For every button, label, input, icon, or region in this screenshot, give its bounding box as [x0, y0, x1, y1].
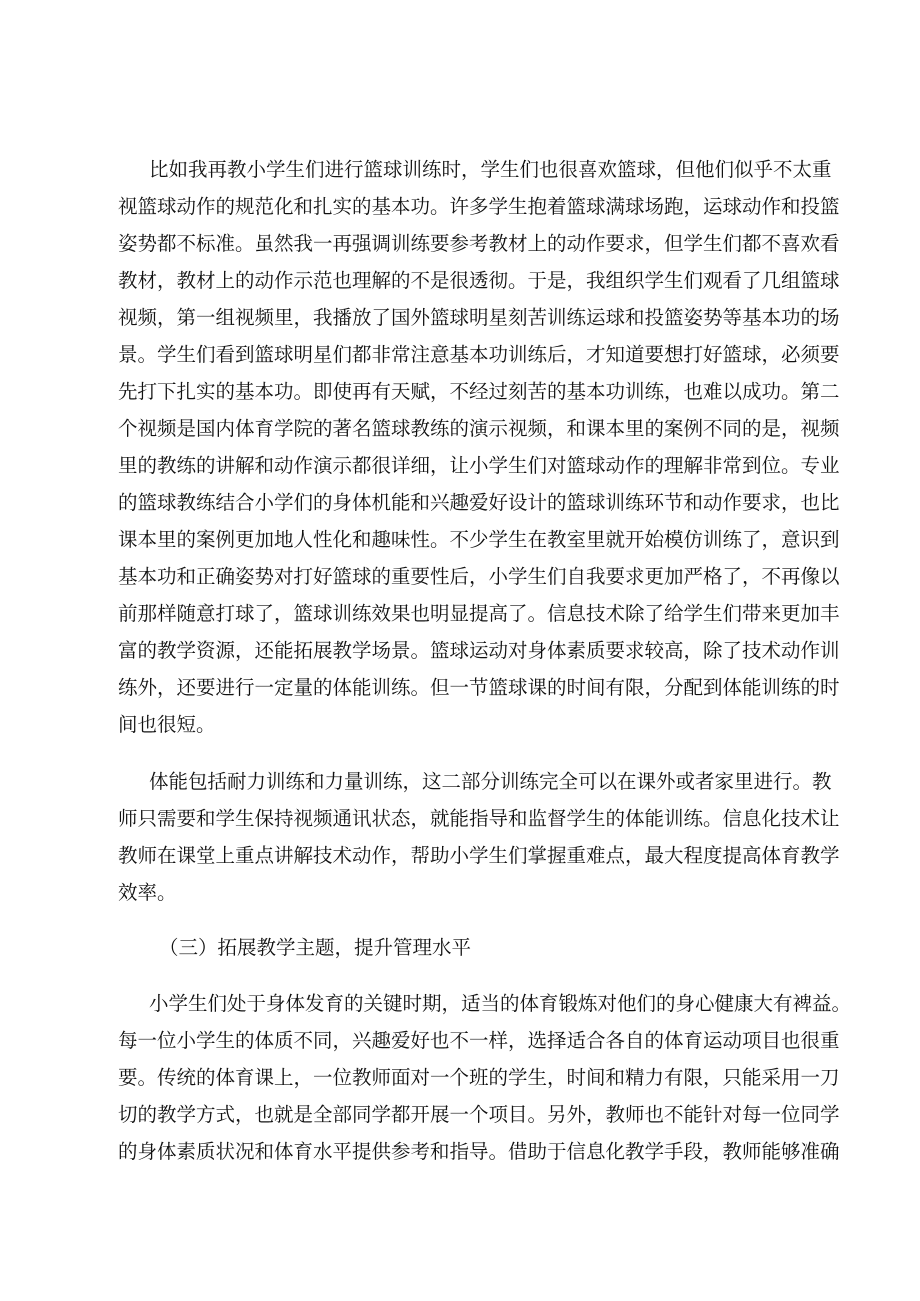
paragraph-1-line: 里的教练的讲解和动作演示都很详细，让小学生们对篮球动作的理解非常到位。专业 — [118, 454, 840, 477]
paragraph-1-line: 间也很短。 — [118, 713, 216, 736]
paragraph-1-line: 个视频是国内体育学院的著名篮球教练的演示视频，和课本里的案例不同的是，视频 — [118, 417, 840, 440]
paragraph-1-line: 姿势都不标准。虽然我一再强调训练要参考教材上的动作要求，但学生们都不喜欢看 — [118, 232, 840, 255]
paragraph-3-line: 小学生们处于身体发育的关键时期，适当的体育锻炼对他们的身心健康大有裨益。 — [149, 992, 852, 1015]
paragraph-1-line: 视频，第一组视频里，我播放了国外篮球明星刻苦训练运球和投篮姿势等基本功的场 — [118, 306, 840, 329]
paragraph-2-line: 教师在课堂上重点讲解技术动作，帮助小学生们掌握重难点，最大程度提高体育教学 — [118, 844, 840, 867]
paragraph-1-line: 前那样随意打球了，篮球训练效果也明显提高了。信息技术除了给学生们带来更加丰 — [118, 602, 840, 625]
section-heading: （三）拓展教学主题，提升管理水平 — [159, 936, 472, 959]
paragraph-1-line: 视篮球动作的规范化和扎实的基本功。许多学生抱着篮球满球场跑，运球动作和投篮 — [118, 195, 840, 218]
paragraph-3-line: 要。传统的体育课上，一位教师面对一个班的学生，时间和精力有限，只能采用一刀 — [118, 1066, 840, 1089]
paragraph-1-line: 教材，教材上的动作示范也理解的不是很透彻。于是，我组织学生们观看了几组篮球 — [118, 269, 840, 292]
paragraph-1-line: 富的教学资源，还能拓展教学场景。篮球运动对身体素质要求较高，除了技术动作训 — [118, 639, 840, 662]
paragraph-2-line: 体能包括耐力训练和力量训练，这二部分训练完全可以在课外或者家里进行。教 — [149, 770, 832, 793]
paragraph-1-line: 先打下扎实的基本功。即使再有天赋，不经过刻苦的基本功训练，也难以成功。第二 — [118, 380, 840, 403]
paragraph-1-line: 课本里的案例更加地人性化和趣味性。不少学生在教室里就开始模仿训练了，意识到 — [118, 528, 840, 551]
paragraph-1-line: 比如我再教小学生们进行篮球训练时，学生们也很喜欢篮球，但他们似乎不太重 — [149, 158, 832, 181]
paragraph-1-line: 基本功和正确姿势对打好篮球的重要性后，小学生们自我要求更加严格了，不再像以 — [118, 565, 840, 588]
paragraph-3-line: 每一位小学生的体质不同，兴趣爱好也不一样，选择适合各自的体育运动项目也很重 — [118, 1029, 840, 1052]
paragraph-3-line: 切的教学方式，也就是全部同学都开展一个项目。另外，教师也不能针对每一位同学 — [118, 1103, 840, 1126]
paragraph-2-line: 师只需要和学生保持视频通讯状态，就能指导和监督学生的体能训练。信息化技术让 — [118, 807, 840, 830]
paragraph-1-line: 景。学生们看到篮球明星们都非常注意基本功训练后，才知道要想打好篮球，必须要 — [118, 343, 840, 366]
paragraph-1-line: 练外，还要进行一定量的体能训练。但一节篮球课的时间有限，分配到体能训练的时 — [118, 676, 840, 699]
paragraph-2-line: 效率。 — [118, 881, 177, 904]
paragraph-1-line: 的篮球教练结合小学们的身体机能和兴趣爱好设计的篮球训练环节和动作要求，也比 — [118, 491, 840, 514]
paragraph-3-line: 的身体素质状况和体育水平提供参考和指导。借助于信息化教学手段，教师能够准确 — [118, 1140, 840, 1163]
